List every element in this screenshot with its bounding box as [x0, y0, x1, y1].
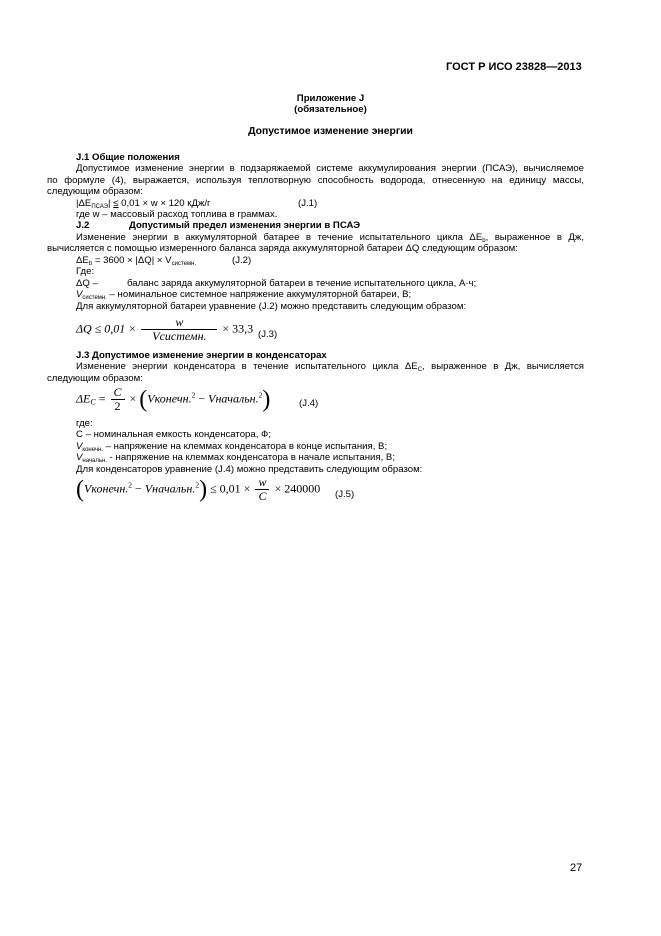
formula-j4-v2: Vначальн. — [208, 391, 259, 406]
j2-def2-text: – номинальное системное напряжение аккумуляторной батареи, В; — [106, 289, 412, 300]
j1-where: где w – массовый расход топлива в граммах. — [76, 209, 278, 220]
annex-heading: Допустимое изменение энергии — [248, 126, 413, 137]
j2-def1-text: баланс заряда аккумуляторной батареи в течение испытательного цикла, А·ч; — [127, 278, 477, 289]
j2-def2-symbol: V — [76, 289, 83, 300]
formula-j4-times: × — [126, 391, 140, 406]
formula-j5-tail: × 240000 — [271, 481, 321, 496]
formula-j4: $\Delta E_C$ = $\frac{C}{2}$ × (Vконечн.$^2$ − Vначальн.$^2$) — [76, 385, 271, 413]
j2-def2-sub: системн. — [82, 295, 107, 301]
annex-title: Приложение J — [296, 93, 365, 104]
formula-j4-minus: − — [195, 391, 209, 406]
formula-j4-sq1: 2 — [191, 390, 196, 400]
formula-j4-v1: Vконечн. — [147, 391, 192, 406]
formula-j4-denominator: 2 — [114, 399, 121, 413]
formula-j5-denominator: C — [258, 489, 267, 503]
j3-paragraph-line-1-text: Изменение энергии конденсатора в течение испытательного цикла ΔE — [76, 361, 418, 372]
j2-paragraph-line-1-tail: , выраженное в Дж, — [485, 232, 584, 243]
section-j2-title: Допустимый предел изменения энергии в ПСАЭ — [129, 220, 361, 231]
formula-j1-rhs: 0,01 × w × 120 кДж/г — [121, 198, 211, 209]
formula-j5-fraction — [255, 476, 269, 503]
formula-j5-label: (J.5) — [335, 489, 355, 500]
formula-j5-v2: Vначальн. — [144, 481, 196, 496]
j3-paragraph-line-1 — [76, 361, 584, 376]
j1-paragraph-line-2: по формуле (4), выражается, используя теплотворную способность водорода, отнесенную на единицу массы, — [47, 175, 584, 186]
j3-def2-symbol: V — [76, 441, 83, 452]
j2-paragraph-line-1-sub: b — [482, 238, 486, 244]
formula-j2-lhs: ΔE — [76, 255, 89, 266]
formula-j3-tail: × 33,3 — [222, 321, 254, 336]
formula-j5-numerator: w — [255, 476, 269, 490]
formula-j4-eq: = — [95, 391, 109, 406]
j1-paragraph-line-3: следующим образом: — [47, 186, 143, 197]
j3-where-label: где: — [76, 418, 93, 429]
formula-j2-lhs-sub: b — [88, 261, 93, 267]
j3-paragraph-line-1-sub: C — [417, 367, 423, 373]
j3-def3-symbol: V — [76, 452, 83, 463]
formula-j5-sq2: 2 — [195, 480, 200, 490]
j3-paragraph-line-2: следующим образом: — [47, 373, 143, 384]
j2-transition: Для аккумуляторной батареи уравнение (J.2) можно представить следующим образом: — [76, 301, 467, 312]
formula-j1-lhs-symbol: ΔE — [78, 198, 92, 209]
formula-j5: (Vконечн.$^2$ − Vначальн.$^2$) ≤ 0,01 × $\frac{w}{C}$ × 240000 — [76, 475, 321, 503]
formula-j5-relation: ≤ 0,01 × — [207, 481, 254, 496]
page-number: 27 — [570, 862, 583, 874]
formula-j1-relation: ≤ — [113, 198, 119, 209]
document-code: ГОСТ Р ИСО 23828—2013 — [446, 61, 582, 73]
formula-j4-lhs-sub: C — [90, 397, 96, 407]
formula-j1: $|\Delta E_{ПСАЭ}| \le 0,01 \times w \times 120$ кДж/г — [76, 198, 211, 210]
formula-j4-fraction — [111, 386, 125, 413]
formula-j5-sq1: 2 — [128, 480, 133, 490]
j3-paragraph-line-1-tail: , выраженное в Дж, вычисляется — [422, 361, 584, 372]
j3-transition: Для конденсаторов уравнение (J.4) можно представить следующим образом: — [76, 464, 423, 475]
j2-where-label: Где: — [76, 266, 95, 277]
formula-j3 — [76, 316, 253, 343]
formula-j2-label: (J.2) — [232, 255, 252, 266]
j3-def2-sub: конечн. — [82, 447, 103, 453]
formula-j3-lhs: ΔQ ≤ 0,01 × — [76, 321, 137, 336]
j3-def3-text: - напряжение на клеммах конденсатора в начале испытания, В; — [107, 452, 395, 463]
j3-def3-sub: начальн. — [82, 458, 107, 464]
formula-j3-label: (J.3) — [258, 329, 278, 340]
formula-j4-numerator: C — [111, 386, 125, 400]
formula-j5-minus: − — [132, 481, 145, 496]
formula-j3-fraction — [141, 316, 217, 343]
j2-paragraph-line-2: вычисляется с помощью измеренного баланса заряда аккумуляторной батареи ΔQ следующим образом: — [47, 243, 518, 254]
j2-def1-symbol: ΔQ – — [76, 278, 98, 289]
section-j1-heading: J.1 Общие положения — [76, 152, 180, 163]
formula-j4-label: (J.4) — [299, 398, 319, 409]
formula-j4-lhs: ΔE — [76, 391, 91, 406]
formula-j1-label: (J.1) — [298, 198, 318, 209]
j3-def1: C – номинальная емкость конденсатора, Ф; — [76, 429, 272, 440]
j1-paragraph-line-1: Допустимое изменение энергии в подзаряжаемой системе аккумулирования энергии (ПСАЭ), вычисляемое — [76, 163, 584, 174]
formula-j2-rhs: = 3600 × |ΔQ| × V — [92, 255, 172, 266]
section-j2-number: J.2 — [76, 220, 90, 231]
section-j3-heading: J.3 Допустимое изменение энергии в конденсаторах — [76, 350, 327, 361]
j2-paragraph-line-1-text: Изменение энергии в аккумуляторной батарее в течение испытательного цикла ΔE — [76, 232, 483, 243]
j3-def2-text: – напряжение на клеммах конденсатора в конце испытания, В; — [103, 441, 388, 452]
formula-j3-denominator: Vсистемн. — [152, 329, 207, 343]
formula-j2-rhs-sub: системн. — [171, 261, 197, 267]
annex-status: (обязательное) — [294, 104, 367, 115]
formula-j1-lhs-sub: ПСАЭ — [91, 204, 109, 210]
formula-j3-numerator: w — [141, 316, 217, 330]
formula-j4-sq2: 2 — [258, 390, 263, 400]
formula-j5-v1: Vконечн. — [84, 481, 129, 496]
